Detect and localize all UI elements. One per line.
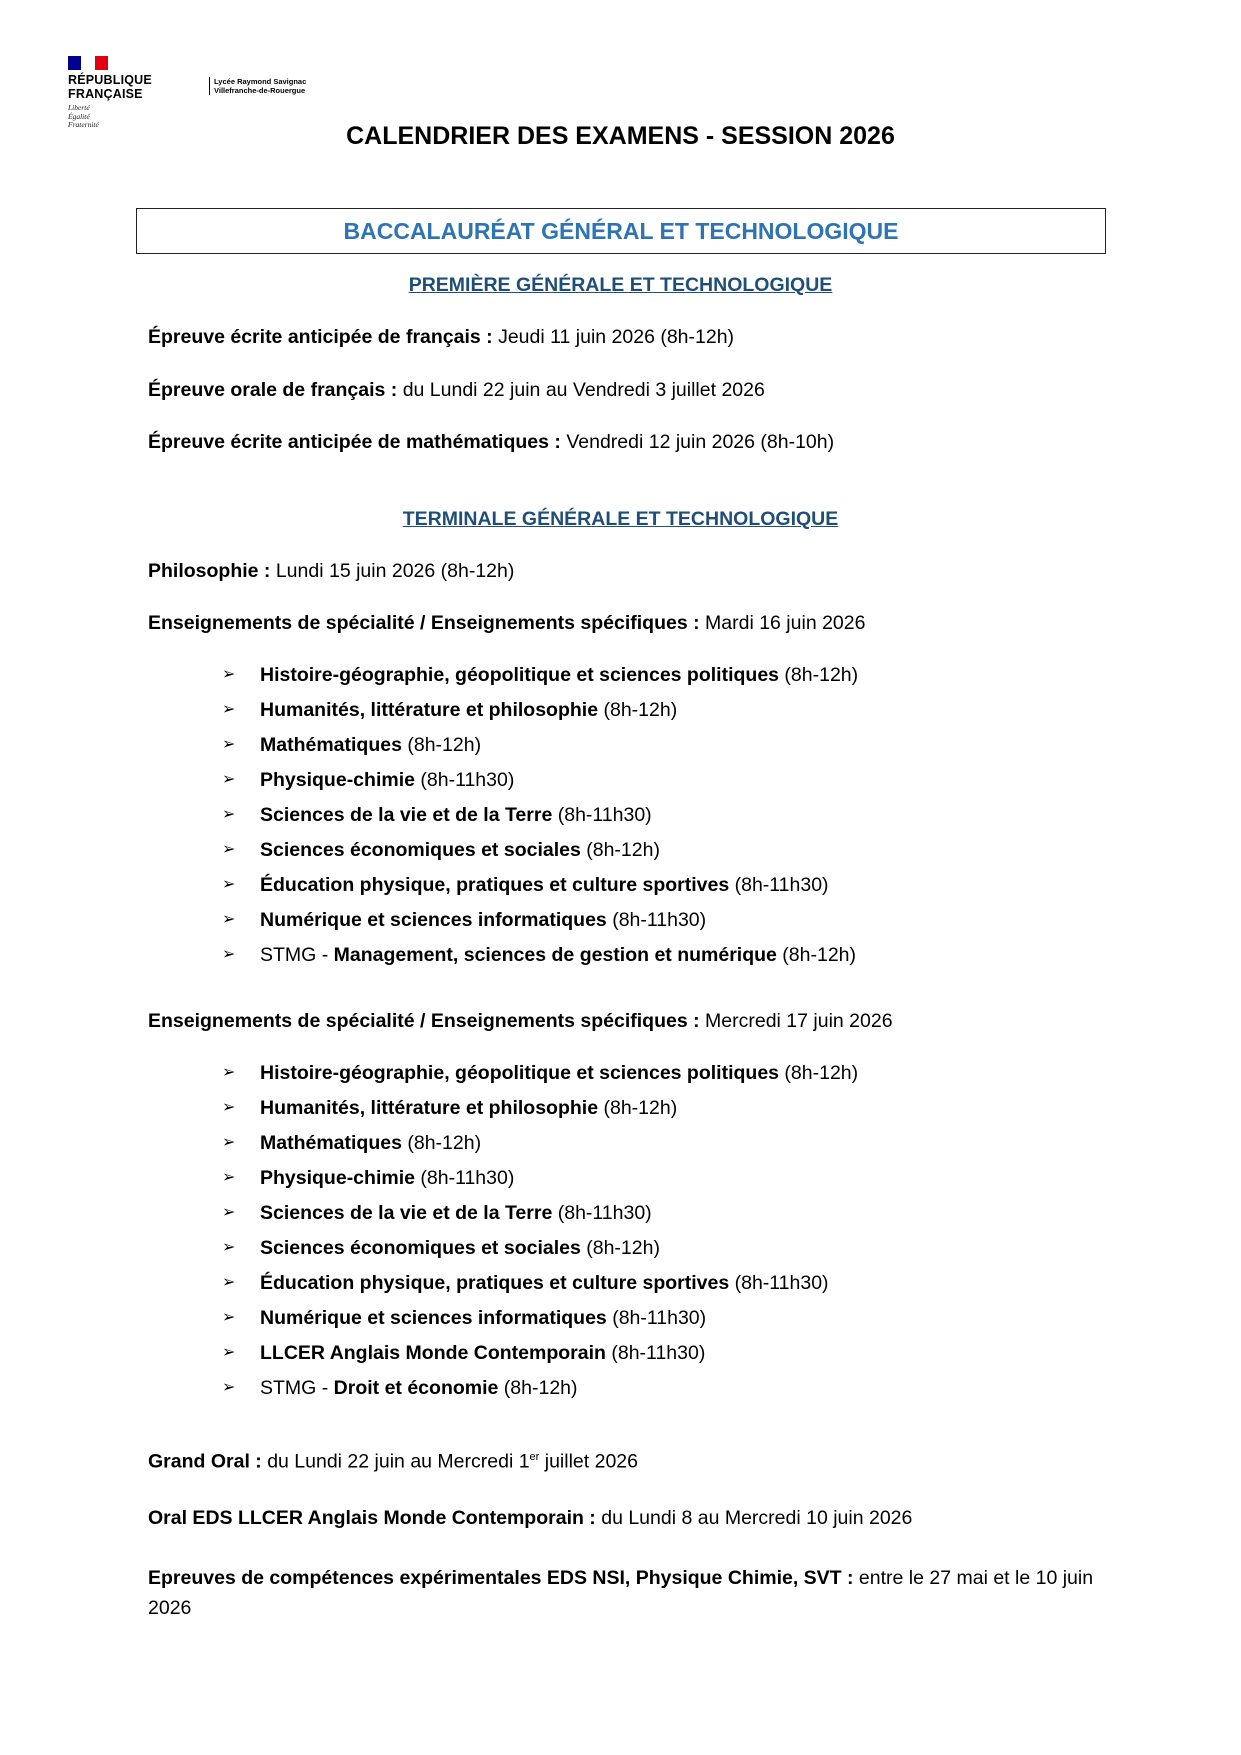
lycee-name: Lycée Raymond Savignac	[214, 77, 307, 86]
list-item: ➢ Sciences économiques et sociales (8h-12h)	[222, 1233, 858, 1268]
arrow-bullet-icon: ➢	[222, 1204, 236, 1221]
arrow-bullet-icon: ➢	[222, 946, 236, 963]
arrow-bullet-icon: ➢	[222, 666, 236, 683]
arrow-bullet-icon: ➢	[222, 1309, 236, 1326]
premiere-item	[148, 427, 834, 457]
item-value: Lundi 15 juin 2026 (8h-12h)	[270, 560, 515, 582]
arrow-bullet-icon: ➢	[222, 1064, 236, 1081]
arrow-bullet-icon: ➢	[222, 806, 236, 823]
motto-fraternite: Fraternité	[68, 120, 99, 129]
list-item: ➢ Histoire-géographie, géopolitique et sciences politiques (8h-12h)	[222, 1058, 858, 1093]
ece-item	[148, 1563, 1098, 1623]
list-item: ➢ LLCER Anglais Monde Contemporain (8h-11h30)	[222, 1338, 858, 1373]
page-title: CALENDRIER DES EXAMENS - SESSION 2026	[346, 122, 895, 150]
premiere-item	[148, 375, 765, 405]
list-item: ➢ Numérique et sciences informatiques (8h-11h30)	[222, 1303, 858, 1338]
premiere-item	[148, 322, 734, 352]
list-item: ➢ Humanités, littérature et philosophie (8h-12h)	[222, 695, 858, 730]
list-item: ➢ Éducation physique, pratiques et culture sportives (8h-11h30)	[222, 1268, 858, 1303]
list-item: ➢ STMG - Droit et économie (8h-12h)	[222, 1373, 858, 1408]
item-label: Oral EDS LLCER Anglais Monde Contemporain :	[148, 1507, 596, 1529]
day2-subject-list	[222, 1058, 858, 1408]
list-item: ➢ Humanités, littérature et philosophie (8h-12h)	[222, 1093, 858, 1128]
item-label: Philosophie :	[148, 560, 271, 582]
list-item: ➢ STMG - Management, sciences de gestion et numérique (8h-12h)	[222, 940, 858, 975]
republique-francaise-logo	[68, 56, 152, 130]
arrow-bullet-icon: ➢	[222, 1274, 236, 1291]
item-label: Enseignements de spécialité / Enseignements spécifiques :	[148, 1010, 700, 1032]
arrow-bullet-icon: ➢	[222, 1169, 236, 1186]
list-item: ➢ Physique-chimie (8h-11h30)	[222, 765, 858, 800]
specialite-day2	[148, 1006, 893, 1036]
arrow-bullet-icon: ➢	[222, 701, 236, 718]
item-label: Enseignements de spécialité / Enseignements spécifiques :	[148, 612, 700, 634]
item-value: Jeudi 11 juin 2026 (8h-12h)	[492, 326, 735, 348]
motto-egalite: Égalité	[68, 111, 90, 121]
list-item: ➢ Mathématiques (8h-12h)	[222, 1128, 858, 1163]
terminale-section-title: TERMINALE GÉNÉRALE ET TECHNOLOGIQUE	[402, 508, 839, 530]
rf-name-line1: RÉPUBLIQUE	[68, 73, 152, 87]
item-value: du Lundi 8 au Mercredi 10 juin 2026	[595, 1507, 913, 1529]
rf-name-line2: FRANÇAISE	[68, 87, 143, 101]
arrow-bullet-icon: ➢	[222, 1379, 236, 1396]
list-item: ➢ Sciences de la vie et de la Terre (8h-11h30)	[222, 1198, 858, 1233]
arrow-bullet-icon: ➢	[222, 1134, 236, 1151]
list-item: ➢ Numérique et sciences informatiques (8h-11h30)	[222, 905, 858, 940]
item-value: du Lundi 22 juin au Vendredi 3 juillet 2026	[397, 379, 765, 401]
item-value: entre le 27 mai et le 10 juin 2026	[148, 1567, 1094, 1619]
list-item: ➢ Sciences économiques et sociales (8h-12h)	[222, 835, 858, 870]
item-label: Épreuve écrite anticipée de français :	[148, 326, 493, 348]
philosophie-item	[148, 556, 514, 586]
item-label: Grand Oral :	[148, 1450, 262, 1473]
specialite-day1	[148, 608, 865, 638]
french-flag-icon	[68, 56, 108, 70]
item-value: Mercredi 17 juin 2026	[699, 1010, 893, 1032]
item-label: Epreuves de compétences expérimentales EDS NSI, Physique Chimie, SVT :	[148, 1567, 854, 1589]
arrow-bullet-icon: ➢	[222, 911, 236, 928]
arrow-bullet-icon: ➢	[222, 876, 236, 893]
premiere-section-title: PREMIÈRE GÉNÉRALE ET TECHNOLOGIQUE	[408, 274, 833, 296]
motto-liberte: Liberté	[68, 103, 90, 112]
day1-subject-list	[222, 660, 858, 975]
arrow-bullet-icon: ➢	[222, 1344, 236, 1361]
item-label: Épreuve écrite anticipée de mathématiques :	[148, 431, 561, 453]
list-item: ➢ Sciences de la vie et de la Terre (8h-11h30)	[222, 800, 858, 835]
bac-heading: BACCALAURÉAT GÉNÉRAL ET TECHNOLOGIQUE	[343, 217, 899, 244]
arrow-bullet-icon: ➢	[222, 736, 236, 753]
lycee-logo	[209, 77, 306, 95]
lycee-city: Villefranche-de-Rouergue	[214, 86, 306, 95]
list-item: ➢ Histoire-géographie, géopolitique et sciences politiques (8h-12h)	[222, 660, 858, 695]
bac-heading-box	[136, 208, 1106, 254]
arrow-bullet-icon: ➢	[222, 771, 236, 788]
grand-oral-item: Grand Oral : du Lundi 22 juin au Mercredi 1er juillet 2026	[148, 1450, 638, 1473]
list-item: ➢ Physique-chimie (8h-11h30)	[222, 1163, 858, 1198]
arrow-bullet-icon: ➢	[222, 1099, 236, 1116]
arrow-bullet-icon: ➢	[222, 841, 236, 858]
item-value: Mardi 16 juin 2026	[699, 612, 866, 634]
arrow-bullet-icon: ➢	[222, 1239, 236, 1256]
item-label: Épreuve orale de français :	[148, 379, 398, 401]
item-value: Vendredi 12 juin 2026 (8h-10h)	[560, 431, 835, 453]
list-item: ➢ Mathématiques (8h-12h)	[222, 730, 858, 765]
list-item: ➢ Éducation physique, pratiques et culture sportives (8h-11h30)	[222, 870, 858, 905]
oral-llcer-item	[148, 1503, 912, 1533]
